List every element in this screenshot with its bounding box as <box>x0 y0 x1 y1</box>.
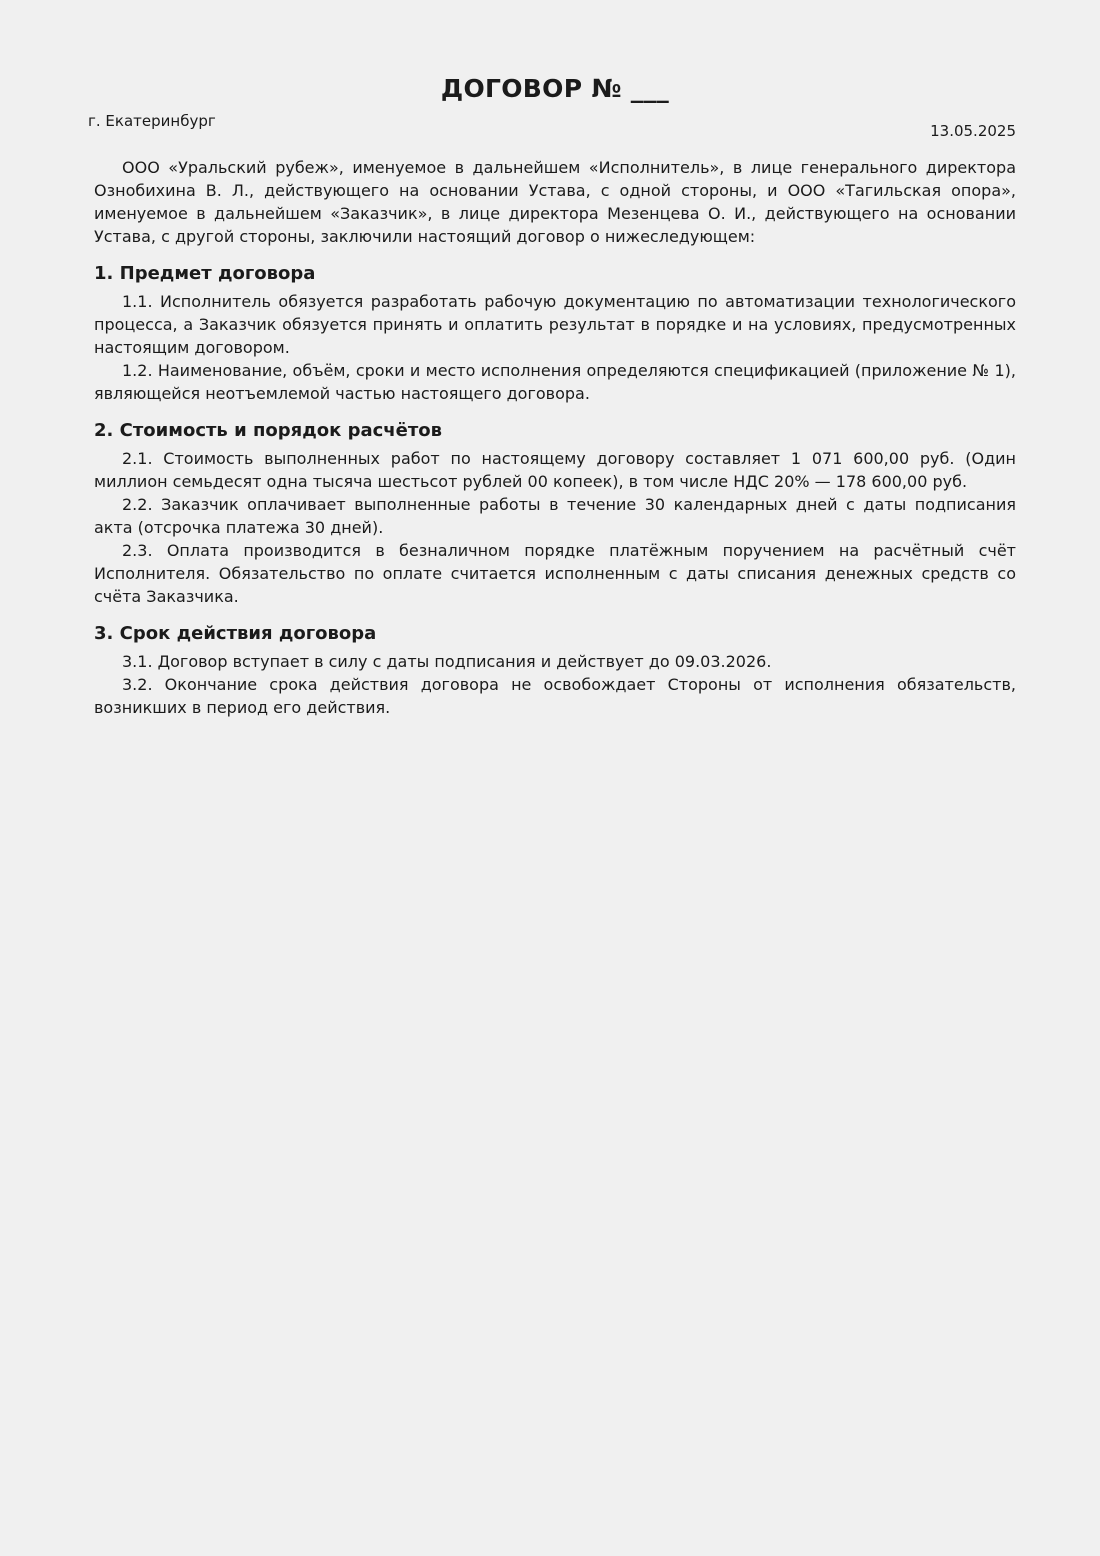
clause-2-3: 2.3. Оплата производится в безналичном порядке платёжным поручением на расчётный счёт Исполнителя. Обязательство по оплате считается исполненным с даты списания денежных средств со счёта Заказчика. <box>94 541 1016 606</box>
place-date-line <box>88 106 1016 146</box>
contract-document <box>88 72 1016 719</box>
preamble-paragraph: ООО «Уральский рубеж», именуемое в дальнейшем «Исполнитель», в лице генерального директора Ознобихина В. Л., действующего на основании Устава, с одной стороны, и ООО «Тагильская опора», именуемое в дальнейшем «Заказчик», в лице директора Мезенцева О. И., действующего на основании Устава, с другой стороны, заключили настоящий договор о нижеследующем: <box>94 158 1016 246</box>
contract-date: 13.05.2025 <box>930 122 1016 140</box>
clause-2-2: 2.2. Заказчик оплачивает выполненные работы в течение 30 календарных дней с даты подписания акта (отсрочка платежа 30 дней). <box>94 495 1016 537</box>
clause-1-1: 1.1. Исполнитель обязуется разработать рабочую документацию по автоматизации технологического процесса, а Заказчик обязуется принять и оплатить результат в порядке и на условиях, предусмотренных настоящим договором. <box>94 292 1016 357</box>
clause-1-2: 1.2. Наименование, объём, сроки и место исполнения определяются спецификацией (приложение № 1), являющейся неотъемлемой частью настоящего договора. <box>94 361 1016 403</box>
clause-3-2: 3.2. Окончание срока действия договора не освобождает Стороны от исполнения обязательств, возникших в период его действия. <box>94 675 1016 717</box>
section-heading-payment: 2. Стоимость и порядок расчётов <box>94 420 443 441</box>
section-heading-term: 3. Срок действия договора <box>94 623 377 644</box>
document-title: ДОГОВОР № ___ <box>440 74 670 103</box>
clause-2-1: 2.1. Стоимость выполненных работ по настоящему договору составляет 1 071 600,00 руб. (Один миллион семьдесят одна тысяча шестьсот рублей 00 копеек), в том числе НДС 20% — 178 600,00 руб. <box>94 449 1016 491</box>
section-heading-subject: 1. Предмет договора <box>94 263 316 284</box>
clause-3-1: 3.1. Договор вступает в силу с даты подписания и действует до 09.03.2026. <box>122 652 772 671</box>
city-label: г. Екатеринбург <box>88 112 216 130</box>
